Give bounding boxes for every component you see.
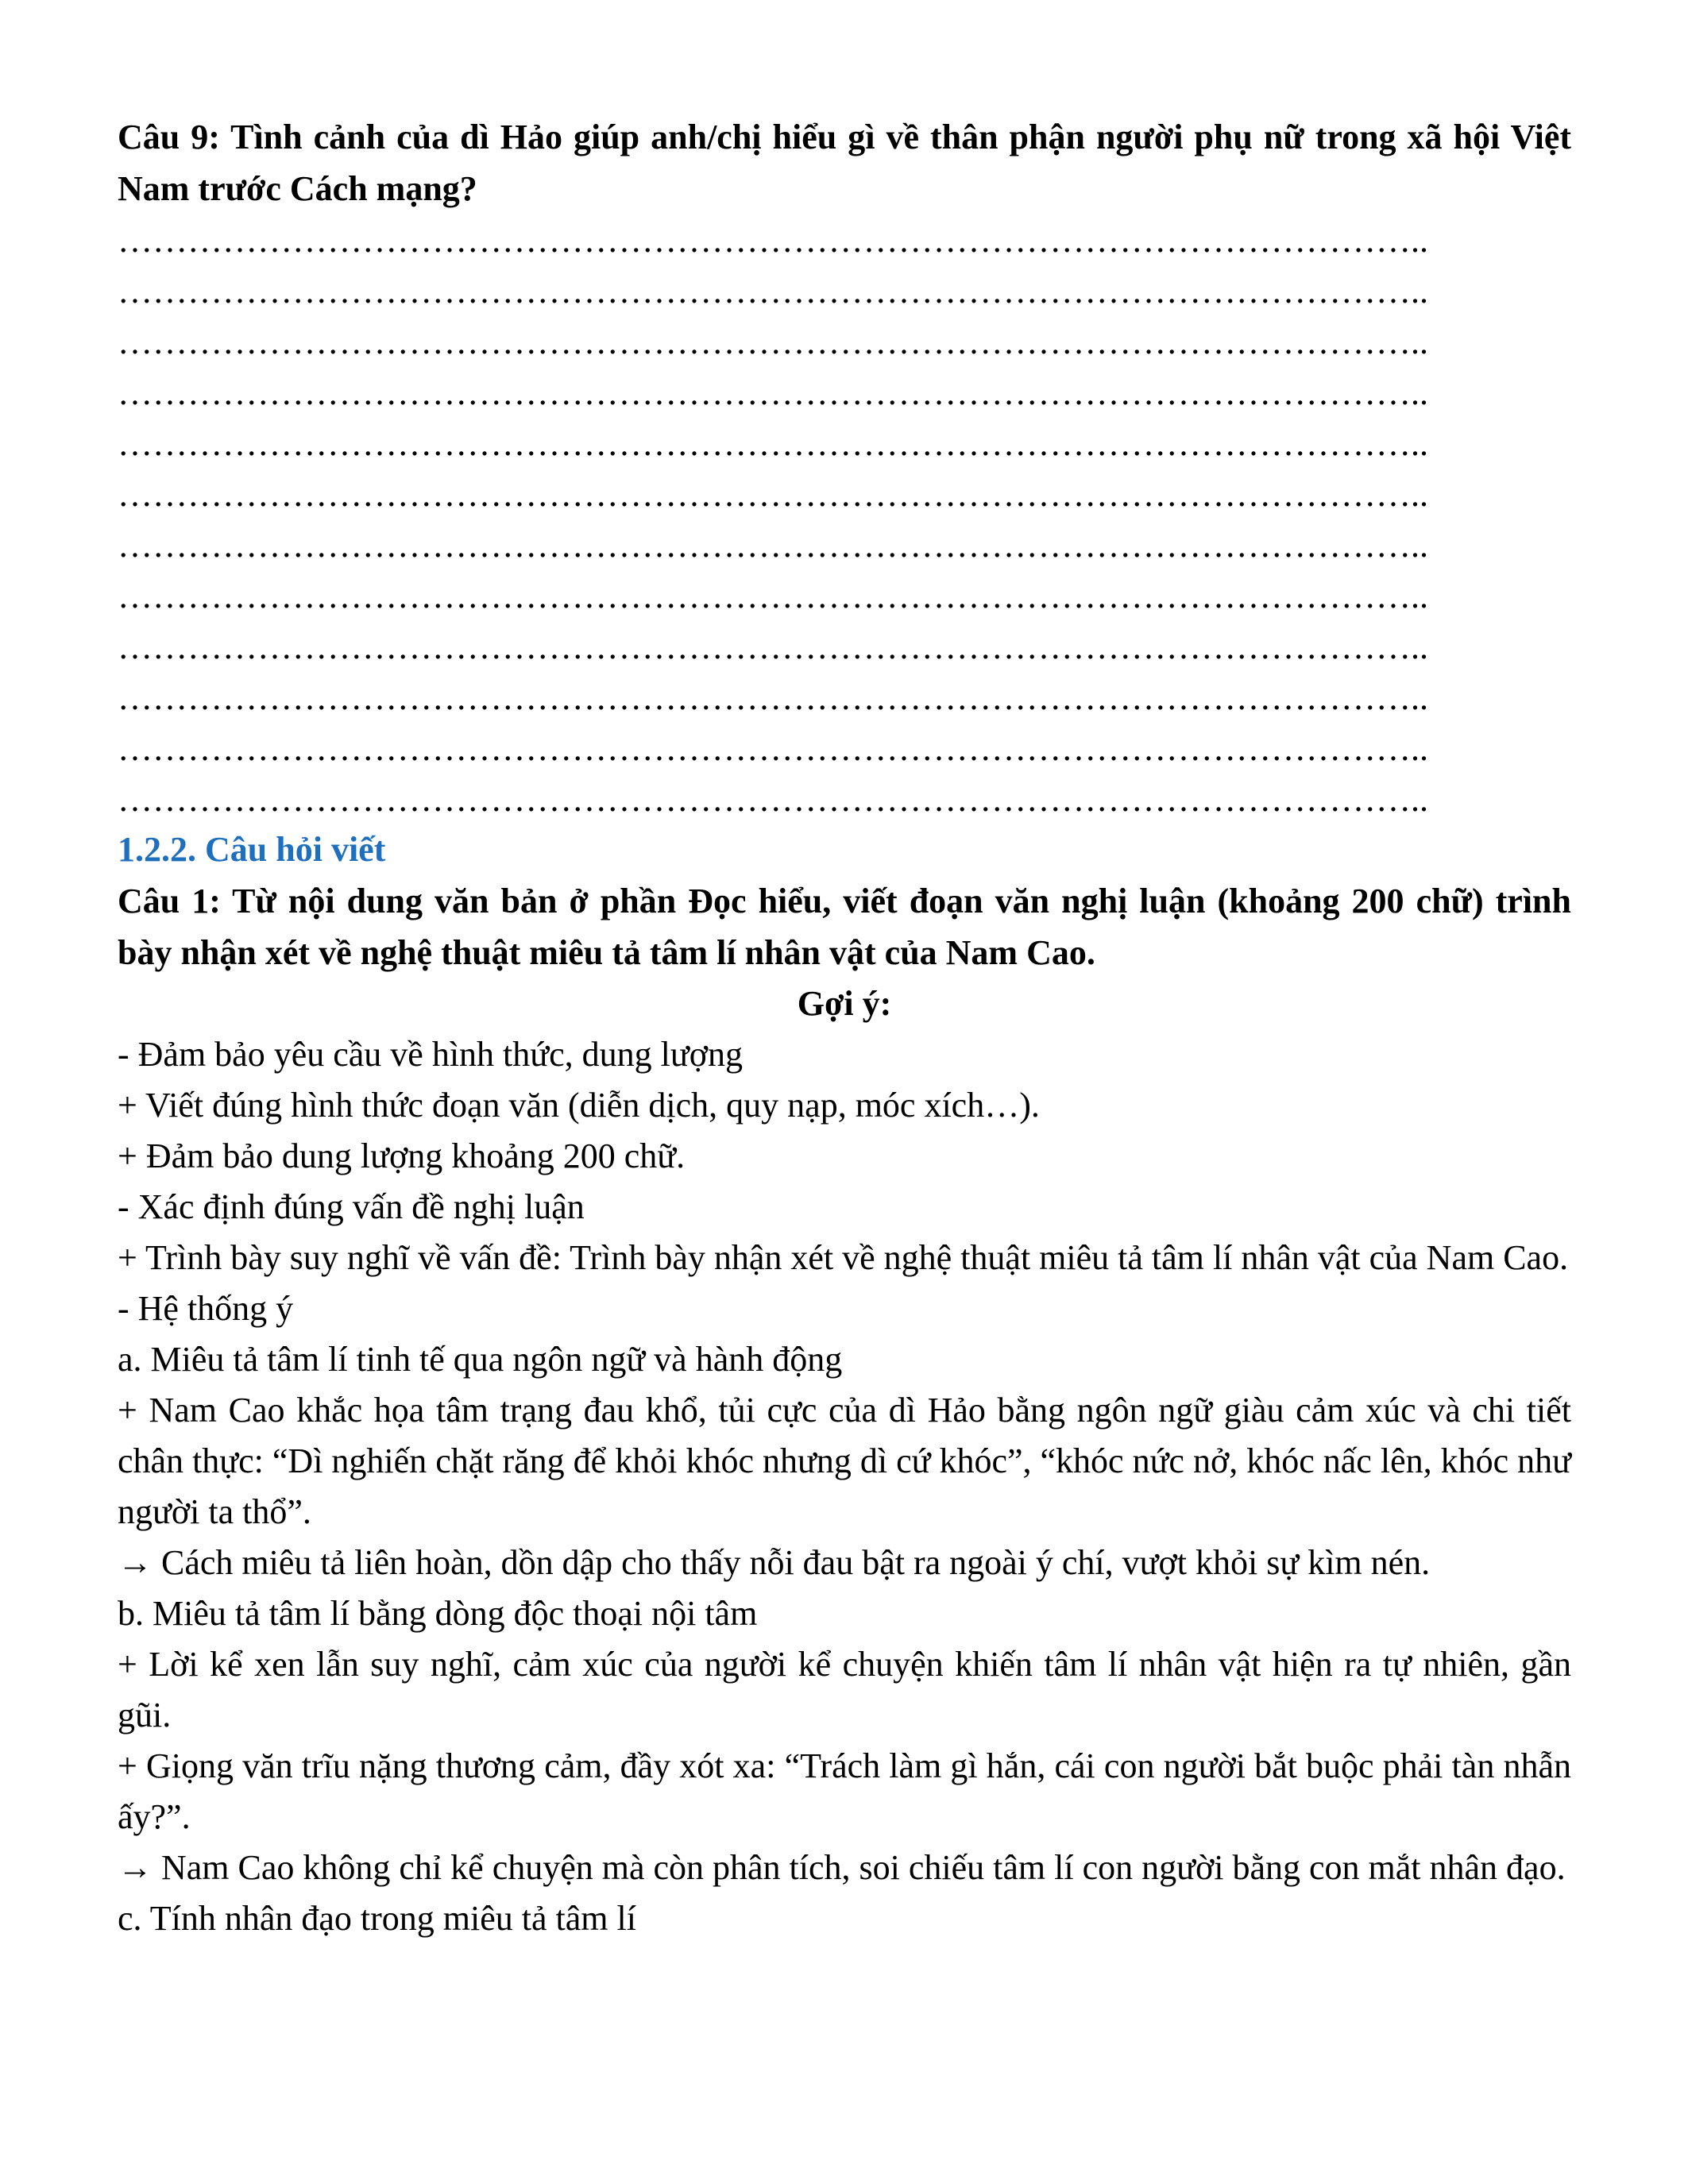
answer-line: ………………………………………………………………………………………………….. [118, 780, 1428, 819]
answer-lines [118, 214, 1571, 824]
hint-paragraph: a. Miêu tả tâm lí tinh tế qua ngôn ngữ và hành động [118, 1340, 843, 1379]
document-page [118, 111, 1571, 1944]
answer-line: ………………………………………………………………………………………………….. [118, 322, 1428, 361]
answer-line: ………………………………………………………………………………………………….. [118, 678, 1428, 717]
hint-paragraph: - Đảm bảo yêu cầu về hình thức, dung lượng [118, 1035, 743, 1074]
hint-paragraph: + Nam Cao khắc họa tâm trạng đau khổ, tủi cực của dì Hảo bằng ngôn ngữ giàu cảm xúc và chi tiết chân thực: “Dì nghiến chặt răng để khỏi khóc nhưng dì cứ khóc”, “khóc nức nở, khóc nấc lên, khóc như người ta thổ”. [118, 1391, 1571, 1531]
answer-line: ………………………………………………………………………………………………….. [118, 577, 1428, 615]
answer-line: ………………………………………………………………………………………………….. [118, 526, 1428, 565]
hint-paragraph: + Trình bày suy nghĩ về vấn đề: Trình bày nhận xét về nghệ thuật miêu tả tâm lí nhân vật của Nam Cao. [118, 1238, 1569, 1277]
answer-line: ………………………………………………………………………………………………….. [118, 272, 1428, 311]
hint-paragraph: + Giọng văn trĩu nặng thương cảm, đầy xót xa: “Trách làm gì hắn, cái con người bắt buộc phải tàn nhẫn ấy?”. [118, 1746, 1571, 1836]
hint-paragraph: → Nam Cao không chỉ kể chuyện mà còn phân tích, soi chiếu tâm lí con người bằng con mắt nhân đạo. [118, 1848, 1566, 1887]
hint-paragraph: - Hệ thống ý [118, 1289, 294, 1328]
answer-line: ………………………………………………………………………………………………….. [118, 424, 1428, 463]
hint-body [118, 1029, 1571, 1944]
hint-paragraph: + Đảm bảo dung lượng khoảng 200 chữ. [118, 1136, 686, 1175]
hint-paragraph: c. Tính nhân đạo trong miêu tả tâm lí [118, 1899, 636, 1938]
answer-line: ………………………………………………………………………………………………….. [118, 475, 1428, 514]
section-heading: 1.2.2. Câu hỏi viết [118, 830, 386, 869]
question-1-title: Câu 1: Từ nội dung văn bản ở phần Đọc hiểu, viết đoạn văn nghị luận (khoảng 200 chữ) trình bày nhận xét về nghệ thuật miêu tả tâm lí nhân vật của Nam Cao. [118, 882, 1571, 972]
hint-paragraph: + Lời kể xen lẫn suy nghĩ, cảm xúc của người kể chuyện khiến tâm lí nhân vật hiện ra tự nhiên, gần gũi. [118, 1645, 1571, 1734]
answer-line: ………………………………………………………………………………………………….. [118, 729, 1428, 768]
answer-line: ………………………………………………………………………………………………….. [118, 221, 1428, 260]
hint-paragraph: b. Miêu tả tâm lí bằng dòng độc thoại nội tâm [118, 1594, 758, 1633]
hint-title: Gợi ý: [797, 984, 892, 1023]
hint-paragraph: + Viết đúng hình thức đoạn văn (diễn dịch, quy nạp, móc xích…). [118, 1086, 1040, 1125]
question-9-title: Câu 9: Tình cảnh của dì Hảo giúp anh/chị hiểu gì về thân phận người phụ nữ trong xã hội Việt Nam trước Cách mạng? [118, 118, 1571, 208]
answer-line: ………………………………………………………………………………………………….. [118, 627, 1428, 666]
hint-paragraph: - Xác định đúng vấn đề nghị luận [118, 1187, 585, 1226]
hint-paragraph: → Cách miêu tả liên hoàn, dồn dập cho thấy nỗi đau bật ra ngoài ý chí, vượt khỏi sự kìm nén. [118, 1543, 1431, 1582]
answer-line: ………………………………………………………………………………………………….. [118, 373, 1428, 412]
